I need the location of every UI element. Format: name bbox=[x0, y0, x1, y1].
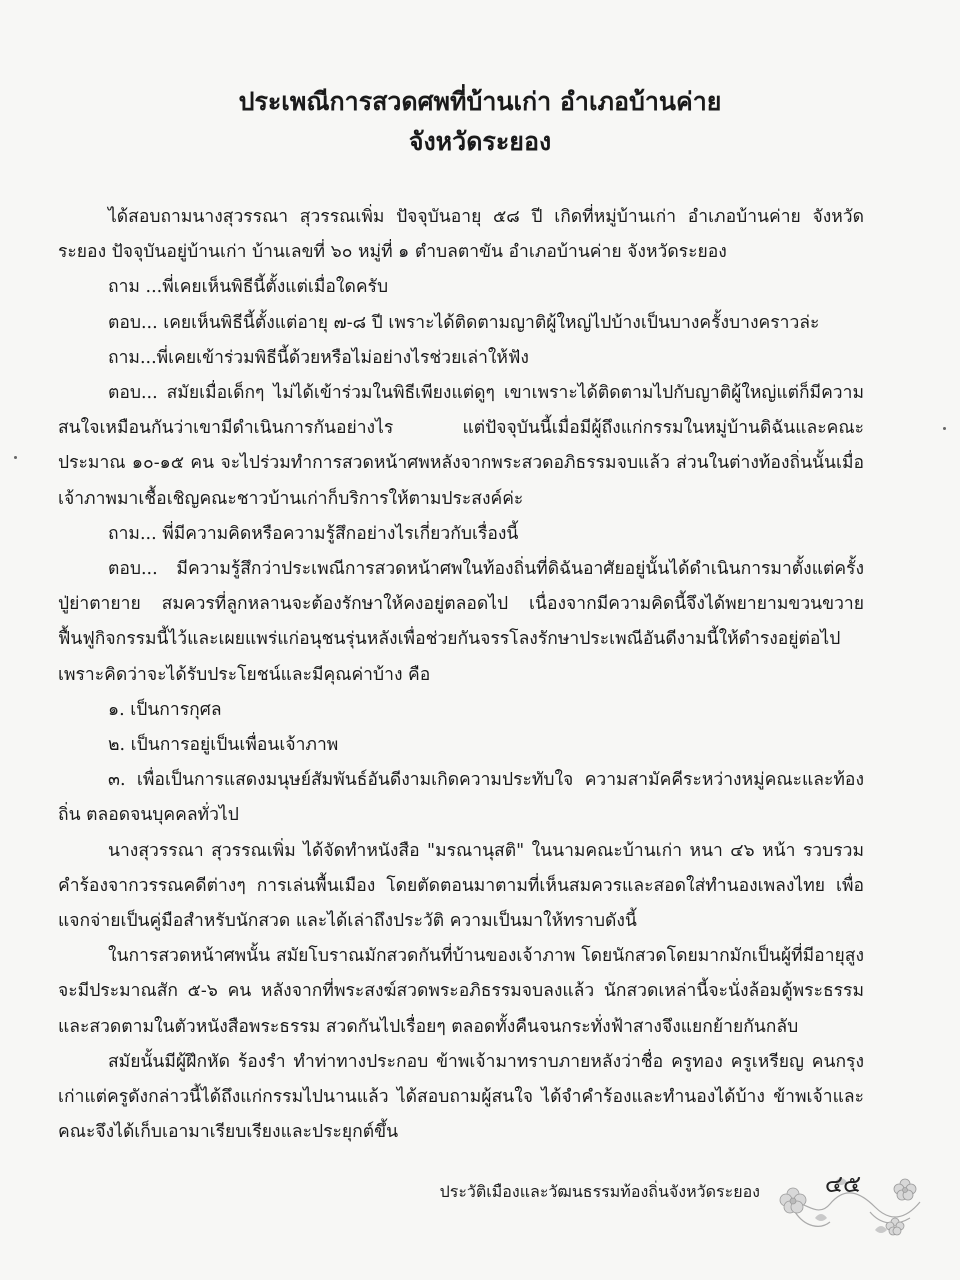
page-title-line-2: จังหวัดระยอง bbox=[408, 127, 552, 156]
paragraph-intro: ได้สอบถามนางสุวรรณา สุวรรณเพิ่ม ปัจจุบันอายุ ๕๘ ปี เกิดที่หมู่บ้านเก่า อำเภอบ้านค่าย จังหวัดระยอง ปัจจุบันอยู่บ้านเก่า บ้านเลขที่ ๖๐ หมู่ที่ ๑ ตำบลตาขัน อำเภอบ้านค่าย จังหวัดระยอง bbox=[58, 207, 864, 263]
paragraph-answer-2: ตอบ... สมัยเมื่อเด็กๆ ไม่ได้เข้าร่วมในพิธีเพียงแต่ดูๆ เขาเพราะได้ติดตามไปกับญาติผู้ใหญ่แต่ก็มีความสนใจเหมือนกันว่าเขามีดำเนินการกันอย่างไร แต่ปัจจุบันนี้เมื่อมีผู้ถึงแก่กรรมในหมู่บ้านดิฉันและคณะประมาณ ๑๐-๑๕ คน จะไปร่วมทำการสวดหน้าศพหลังจากพระสวดอภิธรรมจบแล้ว ส่วนในต่างท้องถิ่นนั้นเมื่อเจ้าภาพมาเชื้อเชิญคณะชาวบ้านเก่าก็บริการให้ตามประสงค์ค่ะ bbox=[58, 383, 864, 509]
page-number: ๔๕ bbox=[824, 1170, 862, 1198]
paragraph-answer-1: ตอบ... เคยเห็นพิธีนี้ตั้งแต่อายุ ๗-๘ ปี เพราะได้ติดตามญาติผู้ใหญ่ไปบ้างเป็นบางครั้งบางคราวล่ะ bbox=[108, 312, 820, 333]
scan-speck bbox=[943, 427, 946, 430]
paragraph-answer-3: ตอบ... มีความรู้สึกว่าประเพณีการสวดหน้าศพในท้องถิ่นที่ดิฉันอาศัยอยู่นั้นได้ดำเนินการมาตั้งแต่ครั้งปู่ย่าตายาย สมควรที่ลูกหลานจะต้องรักษาให้คงอยู่ตลอดไป เนื่องจากมีความคิดนี้จึงได้พยายามขวนขวายฟื้นฟูกิจกรรมนี้ไว้และเผยแพร่แก่อนุชนรุ่นหลังเพื่อช่วยกันจรรโลงรักษาประเพณีอันดีงามนี้ให้ดำรงอยู่ต่อไปเพราะคิดว่าจะได้รับประโยชน์และมีคุณค่าบ้าง คือ bbox=[58, 559, 864, 685]
article-body bbox=[58, 200, 864, 1150]
paragraph-history-2: สมัยนั้นมีผู้ฝึกหัด ร้องรำ ทำท่าทางประกอบ ข้าพเจ้ามาทราบภายหลังว่าชื่อ ครูทอง ครูเหรียญ คนกรุงเก่าแต่ครูดังกล่าวนี้ได้ถึงแก่กรรมไปนานแล้ว ได้สอบถามผู้สนใจ ได้จำคำร้องและทำนองได้บ้าง ข้าพเจ้าและคณะจึงได้เก็บเอามาเรียบเรียงและประยุกต์ขึ้น bbox=[58, 1051, 864, 1143]
paragraph-history-1: ในการสวดหน้าศพนั้น สมัยโบราณมักสวดกันที่บ้านของเจ้าภาพ โดยนักสวดโดยมากมักเป็นผู้ที่มีอายุสูง จะมีประมาณสัก ๕-๖ คน หลังจากที่พระสงฆ์สวดพระอภิธรรมจบลงแล้ว นักสวดเหล่านี้จะนั่งล้อมตู้พระธรรมและสวดตามในตัวหนังสือพระธรรม สวดกันไปเรื่อยๆ ตลอดทั้งคืนจนกระทั่งฟ้าสางจึงแยกย้ายกันกลับ bbox=[58, 946, 864, 1037]
list-item-1: ๑. เป็นการกุศล bbox=[108, 699, 222, 720]
paragraph-question-3: ถาม... พี่มีความคิดหรือความรู้สึกอย่างไรเกี่ยวกับเรื่องนี้ bbox=[108, 523, 519, 544]
footer-book-title: ประวัติเมืองและวัฒนธรรมท้องถิ่นจังหวัดระยอง bbox=[439, 1182, 760, 1201]
page-title-line-1: ประเพณีการสวดศพที่บ้านเก่า อำเภอบ้านค่าย bbox=[238, 87, 722, 116]
paragraph-book-info: นางสุวรรณา สุวรรณเพิ่ม ได้จัดทำหนังสือ "มรณานุสติ" ในนามคณะบ้านเก่า หนา ๔๖ หน้า รวบรวมคำร้องจากวรรณคดีต่างๆ การเล่นพื้นเมือง โดยตัดตอนมาตามที่เห็นสมควรและสอดใส่ทำนองเพลงไทย เพื่อแจกจ่ายเป็นคู่มือสำหรับนักสวด และได้เล่าถึงประวัติ ความเป็นมาให้ทราบดังนี้ bbox=[58, 840, 864, 932]
paragraph-question-2: ถาม...พี่เคยเข้าร่วมพิธีนี้ด้วยหรือไม่อย่างไรช่วยเล่าให้ฟัง bbox=[108, 347, 529, 368]
scan-speck bbox=[14, 456, 17, 459]
list-item-2: ๒. เป็นการอยู่เป็นเพื่อนเจ้าภาพ bbox=[108, 735, 339, 756]
paragraph-question-1: ถาม ...พี่เคยเห็นพิธีนี้ตั้งแต่เมื่อใดครับ bbox=[108, 277, 389, 298]
list-item-3: ๓. เพื่อเป็นการแสดงมนุษย์สัมพันธ์อันดีงามเกิดความประทับใจ ความสามัคคีระหว่างหมู่คณะและท้องถิ่น ตลอดจนบุคคลทั่วไป bbox=[58, 770, 864, 826]
